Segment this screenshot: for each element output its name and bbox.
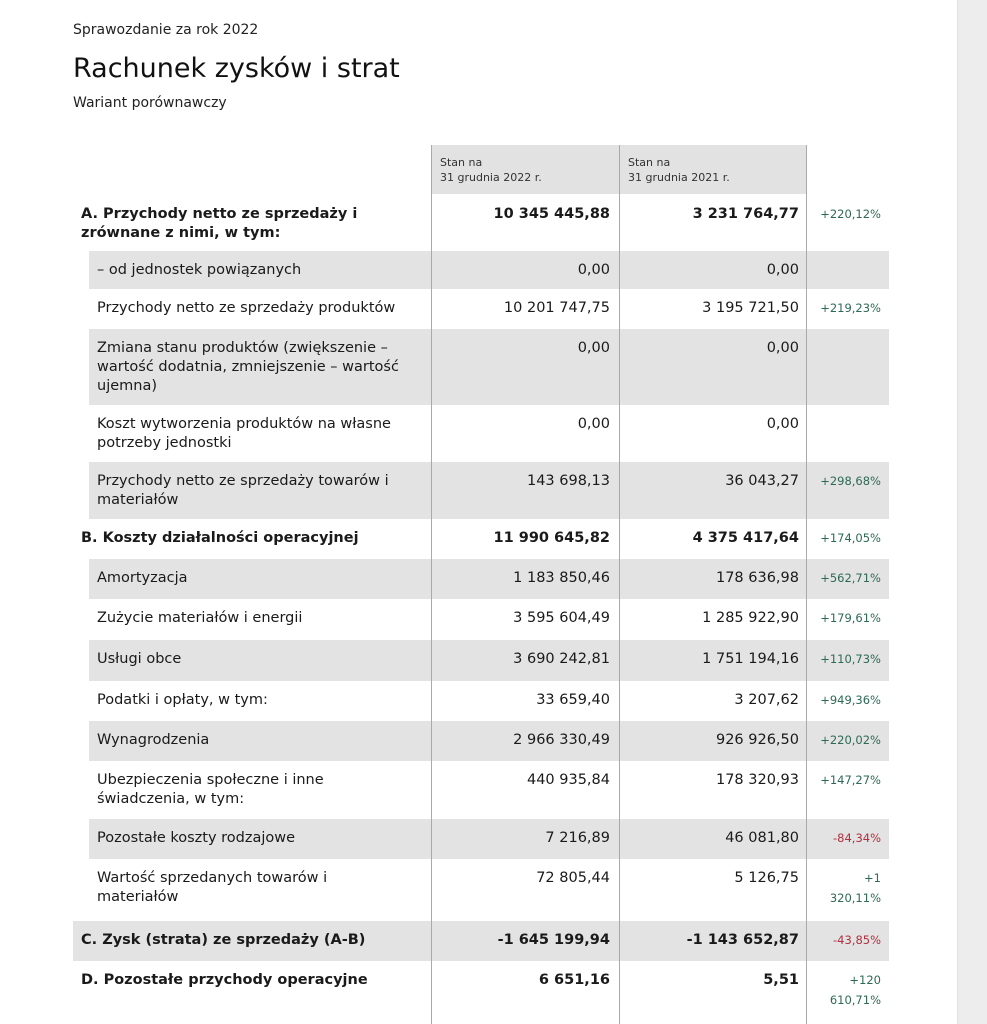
- value-2021: -1 143 652,87: [686, 932, 799, 948]
- change-percent: +110,73%: [820, 652, 881, 666]
- change-percent: +220,12%: [820, 207, 881, 221]
- row-label: Wynagrodzenia: [97, 732, 210, 748]
- change-percent: +179,61%: [820, 611, 881, 625]
- value-2022: 10 201 747,75: [503, 300, 610, 316]
- value-2022: 3 595 604,49: [513, 610, 610, 626]
- table-row: [73, 329, 889, 405]
- column-header-2022-line1: Stan na: [440, 156, 483, 169]
- value-2021: 0,00: [766, 416, 799, 432]
- value-2022: 3 690 242,81: [513, 651, 610, 667]
- row-label: A. Przychody netto ze sprzedaży i zrównane z nimi, w tym:: [81, 206, 358, 241]
- value-2021: 5 126,75: [734, 870, 799, 886]
- table-row: [73, 559, 889, 599]
- value-2021: 0,00: [766, 262, 799, 278]
- column-divider: [619, 145, 620, 1024]
- change-percent: +147,27%: [820, 773, 881, 787]
- table-row: [73, 859, 889, 921]
- value-2021: 4 375 417,64: [692, 530, 799, 546]
- page-title: Rachunek zysków i strat: [73, 53, 400, 84]
- value-2021: 3 195 721,50: [702, 300, 799, 316]
- value-2021: 1 285 922,90: [702, 610, 799, 626]
- value-2022: 7 216,89: [545, 830, 610, 846]
- table-row: [73, 681, 889, 721]
- value-2021: 3 207,62: [734, 692, 799, 708]
- column-header-2022-line2: 31 grudnia 2022 r.: [440, 171, 542, 184]
- change-percent: +298,68%: [820, 474, 881, 488]
- table-row: [73, 640, 889, 681]
- column-header-2022: [432, 145, 619, 194]
- value-2022: 11 990 645,82: [493, 530, 610, 546]
- change-percent: +949,36%: [820, 693, 881, 707]
- row-label: Przychody netto ze sprzedaży towarów i materiałów: [97, 473, 389, 508]
- value-2021: 46 081,80: [725, 830, 799, 846]
- change-percent: -84,34%: [833, 831, 881, 845]
- value-2022: 143 698,13: [526, 473, 610, 489]
- value-2021: 926 926,50: [715, 732, 799, 748]
- change-percent: +1 320,11%: [829, 871, 881, 905]
- value-2022: 1 183 850,46: [513, 570, 610, 586]
- change-percent: +120 610,71%: [829, 973, 881, 1007]
- change-percent: +219,23%: [820, 301, 881, 315]
- table-row: [73, 961, 889, 1024]
- column-header-2021-line1: Stan na: [628, 156, 671, 169]
- table-row: [73, 921, 889, 961]
- row-label: Zmiana stanu produktów (zwiększenie – wartość dodatnia, zmniejszenie – wartość ujemna): [97, 340, 399, 394]
- value-2021: 5,51: [763, 972, 799, 988]
- row-label: Przychody netto ze sprzedaży produktów: [97, 300, 396, 316]
- row-label: Amortyzacja: [97, 570, 188, 586]
- value-2021: 1 751 194,16: [702, 651, 799, 667]
- row-label: D. Pozostałe przychody operacyjne: [81, 972, 368, 988]
- row-label: Ubezpieczenia społeczne i inne świadczenia, w tym:: [97, 772, 324, 807]
- table-row: [73, 195, 889, 251]
- change-percent: +220,02%: [820, 733, 881, 747]
- report-supertitle: Sprawozdanie za rok 2022: [73, 22, 259, 38]
- row-label: Wartość sprzedanych towarów i materiałów: [97, 870, 328, 905]
- value-2021: 178 320,93: [715, 772, 799, 788]
- value-2021: 178 636,98: [715, 570, 799, 586]
- value-2022: 10 345 445,88: [493, 206, 610, 222]
- change-percent: +174,05%: [820, 531, 881, 545]
- value-2022: 0,00: [577, 340, 610, 356]
- value-2022: 440 935,84: [526, 772, 610, 788]
- column-header-2021-line2: 31 grudnia 2021 r.: [628, 171, 730, 184]
- row-label: Podatki i opłaty, w tym:: [97, 692, 268, 708]
- value-2022: 72 805,44: [536, 870, 610, 886]
- change-percent: +562,71%: [820, 571, 881, 585]
- value-2021: 0,00: [766, 340, 799, 356]
- value-2022: 6 651,16: [538, 972, 610, 988]
- value-2022: 33 659,40: [536, 692, 610, 708]
- column-header-2021: [620, 145, 806, 194]
- row-label: B. Koszty działalności operacyjnej: [81, 530, 359, 546]
- table-row: [73, 289, 889, 329]
- row-label: Zużycie materiałów i energii: [97, 610, 303, 626]
- row-label: C. Zysk (strata) ze sprzedaży (A-B): [81, 932, 366, 948]
- value-2021: 3 231 764,77: [692, 206, 799, 222]
- value-2022: -1 645 199,94: [497, 932, 610, 948]
- change-percent: -43,85%: [833, 933, 881, 947]
- table-row: [73, 405, 889, 462]
- table-row: [73, 599, 889, 640]
- table-row: [73, 251, 889, 289]
- table-row: [73, 721, 889, 761]
- value-2022: 2 966 330,49: [513, 732, 610, 748]
- row-label: – od jednostek powiązanych: [97, 262, 302, 278]
- report-subtitle: Wariant porównawczy: [73, 95, 227, 111]
- column-divider: [806, 145, 807, 1024]
- row-label: Usługi obce: [97, 651, 182, 667]
- column-divider: [431, 145, 432, 1024]
- table-row: [73, 761, 889, 819]
- row-label: Pozostałe koszty rodzajowe: [97, 830, 296, 846]
- value-2022: 0,00: [577, 416, 610, 432]
- value-2021: 36 043,27: [725, 473, 799, 489]
- table-row: [73, 462, 889, 519]
- report-header: [73, 20, 400, 113]
- row-label: Koszt wytworzenia produktów na własne potrzeby jednostki: [97, 416, 391, 451]
- value-2022: 0,00: [577, 262, 610, 278]
- table-row: [73, 819, 889, 859]
- table-row: [73, 519, 889, 559]
